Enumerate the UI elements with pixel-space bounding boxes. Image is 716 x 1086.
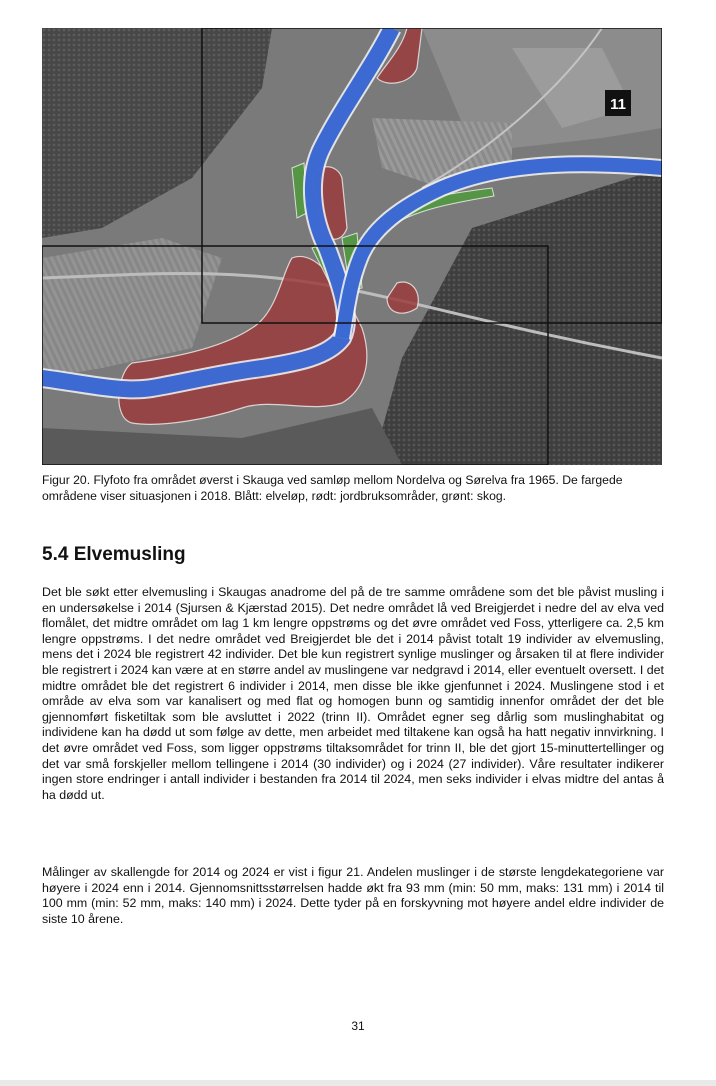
body-paragraph: Det ble søkt etter elvemusling i Skaugas anadrome del på de tre samme områdene som det ble påvist musling i en undersøkelse i 2014 (Sjursen & Kjærstad 2015). Det nedre området lå ved Breigjerdet i nedre del av elva ved flomålet, det midtre området om lag 1 km lengre oppstrøms og det øvre området ved Foss, ytterligere ca. 2,5 km lengre oppstrøms. I det nedre området ved Breigjerdet ble det i 2014 påvist totalt 19 individer av elvemusling, mens det i 2024 ble registrert 42 individer. Det ble kun registrert synlige muslinger og årsaken til at flere individer ble registrert i 2024 kan være at en større andel av muslingene var nedgravd i 2014, eller eventuelt oversett. I det midtre området ble det registrert 6 individer i 2014, men disse ble ikke gjenfunnet i 2024. Muslingene stod i et område av elva som var kanalisert og med flat og homogen bunn og samtidig innenfor området der det ble gjennomført fisketiltak som ble avsluttet i 2022 (trinn II). Området egner seg dårlig som muslinghabitat og individene kan ha dødd ut som følge av dette, men arbeidet med tiltakene kan også ha hatt negativ innvirkning. I det øvre området ved Foss, som ligger oppstrøms tiltaksområdet for trinn II, ble det gjort 15-minuttertellinger og det var små forskjeller mellom tellingene i 2014 (30 individer) og i 2024 (27 individer). Våre resultater indikerer ingen store endringer i antall individer i bestanden fra 2014 til 2024, men seks individer i elvas midtre del antas å ha dødd ut.	[42, 585, 664, 802]
area-number-label: 11	[610, 96, 626, 113]
figure-caption: Figur 20. Flyfoto fra området øverst i Skauga ved samløp mellom Nordelva og Sørelva fra 1965. De fargede områdene viser situasjonen i 2018. Blått: elveløp, rødt: jordbruksområder, grønt: skog.	[42, 473, 623, 503]
aerial-photo-figure	[42, 28, 662, 465]
aerial-photo-map	[42, 28, 662, 465]
section-heading: 5.4 Elvemusling	[42, 544, 186, 565]
viewer-bottom-edge	[0, 1080, 716, 1086]
body-paragraph: Målinger av skallengde for 2014 og 2024 er vist i figur 21. Andelen muslinger i de største lengdekategoriene var høyere i 2024 enn i 2014. Gjennomsnittsstørrelsen hadde økt fra 93 mm (min: 50 mm, maks: 131 mm) i 2014 til 100 mm (min: 52 mm, maks: 140 mm) i 2024. Dette tyder på en forskyvning mot høyere andel eldre individer de siste 10 årene.	[42, 865, 664, 926]
page-number: 31	[351, 1019, 365, 1033]
